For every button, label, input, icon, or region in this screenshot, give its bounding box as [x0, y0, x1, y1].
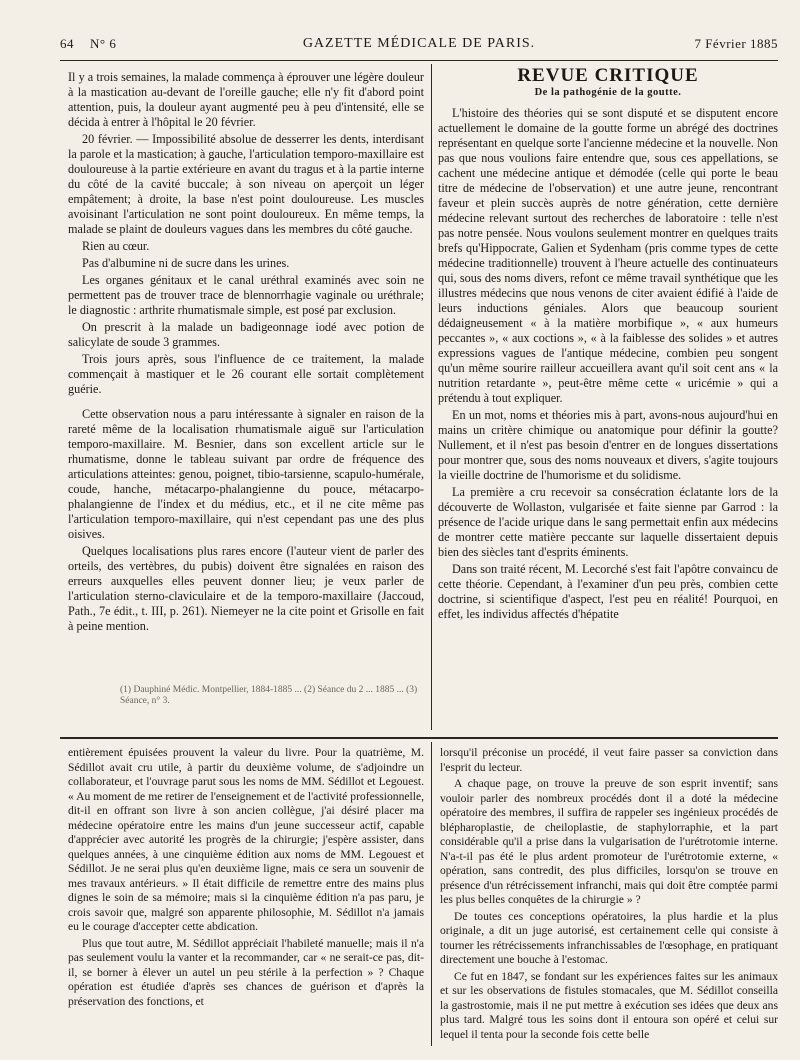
issue-number: N° 6 [90, 36, 117, 51]
section-rule [60, 737, 778, 739]
paragraph: Ce fut en 1847, se fondant sur les expériences faites sur les animaux et sur les observations de fistules stomacales, que M. Sédillot conseilla la gastrostomie, mais il ne put mettre à exécution ses idées que deux ans plus tard. Malgré tous les soins dont il entoura son opéré et celui sur lequel il tenta pour la seconde fois cette belle [440, 969, 778, 1041]
bottom-left-column [68, 746, 424, 1046]
page-header [60, 36, 778, 60]
right-column [438, 66, 778, 734]
paragraph: entièrement épuisées prouvent la valeur du livre. Pour la quatrième, M. Sédillot avait cru utile, à partir du deuxième volume, de s'adjoindre un collaborateur, et l'ouvrage parut sous les noms de MM. Sédillot et Legouest. « Au moment de me retirer de l'enseignement et de l'activité professionnelle, dit-il en offrant son livre à son ancien collègue, j'ai désiré placer ma médecine opératoire entre les mains d'un jeune successeur actif, capable d'apprécier avec autorité les progrès de la chirurgie; j'espère assister, dans quelques années, à une cinquième édition aux noms de MM. Legouest et Sédillot. Je ne serai plus qu'en deuxième ligne, mais ce sera un souvenir de mes travaux antérieurs. » Il était difficile de remettre entre des mains plus dignes le soin de sa mémoire; mais si la cinquième édition n'a pas paru, je crois savoir que, malgré son apparente philosophie, M. Sédillot n'a jamais eu le courage d'accepter cette abdication. [68, 746, 424, 933]
issue-date: 7 Février 1885 [694, 36, 778, 51]
paragraph: Plus que tout autre, M. Sédillot appréciait l'habileté manuelle; mais il n'a pas seulement voulu la vanter et la recommander, car « ne serait-ce pas, dit-il, se borner à élever un autel un peu stérile à la perfection » ? Chaque opération est étudiée d'après ses chances de guérison et d'après la préservation des fonctions, et [68, 936, 424, 1008]
paragraph: La première a cru recevoir sa consécration éclatante lors de la découverte de Wollaston, vulgarisée et faite sienne par Garrod : la présence de l'acide urique dans le sang permettait enfin aux médecins de montrer cette matière peccante sur laquelle dissertaient depuis bien des siècles tant d'esprits éminents. [438, 485, 778, 559]
paragraph: Trois jours après, sous l'influence de ce traitement, la malade commençait à mastiquer et le 26 courant elle sortait complètement guérie. [68, 352, 424, 396]
journal-title: GAZETTE MÉDICALE DE PARIS. [302, 36, 536, 51]
paragraph: Il y a trois semaines, la malade commença à éprouver une légère douleur à la mastication au-devant de l'oreille gauche; elle n'y fit d'abord point attention, puis, la douleur ayant augmenté peu à peu d'intensité, elle se décida à entrer à l'hôpital le 20 février. [68, 70, 424, 129]
paragraph: 20 février. — Impossibilité absolue de desserrer les dents, interdisant la parole et la mastication; à gauche, l'articulation temporo-maxillaire est douloureuse à la partie extérieure en avant du tragus et à la partie interne du côté de la cavité buccale; à son niveau on aperçoit un léger empâtement; à droite, la base n'est point douloureuse. Les muscles avoisinant l'articulation ne sont point douloureux. En même temps, la malade se plaint de douleurs vagues dans les membres du côté gauche. [68, 132, 424, 236]
paragraph: lorsqu'il préconise un procédé, il veut faire passer sa conviction dans l'esprit du lecteur. [440, 746, 778, 774]
column-divider-bottom [431, 742, 432, 1046]
header-rule [60, 60, 778, 61]
paragraph: Cette observation nous a paru intéressante à signaler en raison de la rareté même de la localisation rhumatismale aiguë sur l'articulation temporo-maxillaire. M. Besnier, dans son excellent article sur le rhumatisme, donne le tableau suivant par ordre de fréquence des articulations atteintes: genou, poignet, tibio-tarsienne, scapulo-humérale, coude, hanche, métacarpo-phalangienne du pouce, métacarpo-phalangienne de l'index et du médius, etc., et il ne cite même pas l'articulation temporo-maxillaire, qui n'est cependant pas une des plus oisives. [68, 407, 424, 541]
paragraph: Quelques localisations plus rares encore (l'auteur vient de parler des orteils, des vertèbres, du pubis) doivent être signalées en raison des erreurs auxquelles elles peuvent donner lieu; je veux parler de l'articulation sterno-claviculaire et de la temporo-maxillaire (Jaccoud, Path., 7e édit., t. III, p. 261). Niemeyer ne la cite point et Grisolle en fait à peine mention. [68, 544, 424, 633]
section-subtitle: De la pathogénie de la goutte. [534, 87, 682, 98]
section-title: REVUE CRITIQUE [517, 66, 699, 86]
left-column [68, 70, 424, 680]
paragraph: En un mot, noms et théories mis à part, avons-nous aujourd'hui en mains un critère chimique ou anatomique pour définir la goutte? Nullement, et il n'est pas besoin d'entrer en de longues dissertations pour montrer que, sous des noms nouveaux et divers, s'agite toujours la vieille doctrine de l'humorisme et du solidisme. [438, 408, 778, 482]
column-divider [431, 64, 432, 730]
paragraph: Pas d'albumine ni de sucre dans les urines. [82, 256, 290, 270]
paragraph: Les organes génitaux et le canal uréthral examinés avec soin ne permettent pas de trouver trace de blennorrhagie vaginale ou uréthrale; le diagnostic : arthrite rhumatismale simple, est posé par exclusion. [68, 273, 424, 317]
paragraph: De toutes ces conceptions opératoires, la plus hardie et la plus originale, a dit un juge autorisé, est certainement celle qui consiste à tourner les rétrécissements infranchissables de l'œsophage, en pratiquant directement une bouche à l'estomac. [440, 909, 778, 966]
paragraph: Rien au cœur. [82, 239, 150, 253]
bottom-right-column [440, 746, 778, 1046]
page-number: 64 [60, 36, 74, 51]
footnotes: (1) Dauphiné Médic. Montpellier, 1884-1885 ... (2) Séance du 2 ... 1885 ... (3) Séance, n° 3. [120, 685, 418, 706]
paragraph: L'histoire des théories qui se sont disputé et se disputent encore actuellement le domaine de la goutte forme un abrégé des doctrines représentant en quelque sorte l'ancienne médecine et la nouvelle. Non pas que nous voulions faire entendre que, sous ces appellations, se cachent une médecine antique et démodée (celle qui porte le beau titre de médecine de l'observation) et une autre jeune, rencontrant faveur et plein succès auprès de notre génération, cette dernière médecine relevant surtout des recherches de laboratoire : telle n'est pas notre pensée. Nous voulons seulement montrer en quelques traits brefs qu'Hippocrate, Galien et Sydenham (pris comme types de cette médecine traditionnelle) trouvent à l'heure actuelle des continuateurs qui, sous des noms divers, refont ce même travail synthétique que les illustres médecins que nous venons de citer avaient édifié à l'aide de leurs inductions géniales. Alors que beaucoup sourient dédaigneusement « à la matière morbifique », « aux humeurs peccantes », « aux coctions », « à la faiblesse des solides » et autres expressions vagues de l'antique médecine, combien peu songent qu'un même sourire railleur accueillera avant qu'il soit cent ans « la nutrition retardante », peut-être même cette « uricémie » qui a prétendu à tout expliquer. [438, 106, 778, 405]
paragraph: A chaque page, on trouve la preuve de son esprit inventif; sans vouloir parler des nombreux procédés dont il a doté la médecine opératoire des membres, il suffira de rappeler ses ingénieux procédés de blépharoplastie, de cheiloplastie, de staphylorraphie, et la part considérable qu'il a prise dans la vulgarisation de l'urétrotomie interne. N'a-t-il pas été le plus ardent promoteur de l'urétrotomie externe, « opération, sans contredit, des plus difficiles, lorsqu'on se trouve en présence d'un rétrécissement infranchi, mais qui doit être comptée parmi les plus belles conquêtes de la chirurgie » ? [440, 777, 778, 906]
paragraph: On prescrit à la malade un badigeonnage iodé avec potion de salicylate de soude 3 grammes. [68, 320, 424, 349]
paragraph: Dans son traité récent, M. Lecorché s'est fait l'apôtre convaincu de cette théorie. Cependant, à l'examiner d'un peu près, combien cette doctrine, si scientifique d'aspect, l'est peu en réalité! Pourquoi, en effet, les individus affectés d'hépatite [438, 562, 778, 621]
